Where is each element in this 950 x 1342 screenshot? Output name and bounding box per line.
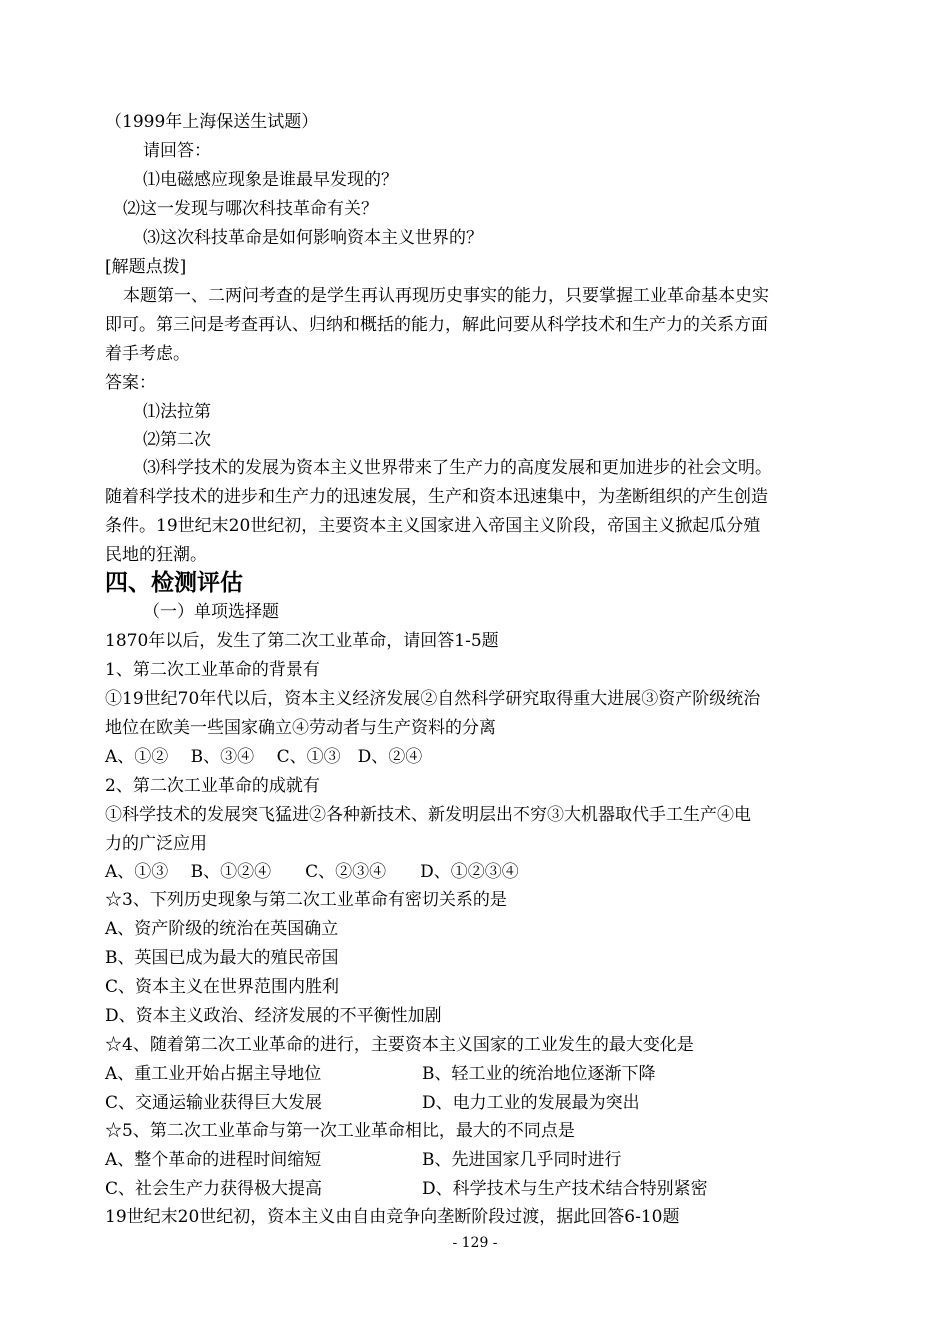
answer-3-line: 民地的狂潮。 (105, 545, 207, 565)
q3-stem: ☆3、下列历史现象与第二次工业革命有密切关系的是 (105, 890, 507, 910)
q5-option-b: B、先进国家几乎同时进行 (422, 1150, 622, 1170)
q1-body: 地位在欧美一些国家确立④劳动者与生产资料的分离 (105, 718, 496, 738)
q3-option-b: B、英国已成为最大的殖民帝国 (105, 948, 339, 968)
q4-option-a: A、重工业开始占据主导地位 (105, 1064, 322, 1084)
q4-stem: ☆4、随着第二次工业革命的进行，主要资本主义国家的工业发生的最大变化是 (105, 1035, 694, 1055)
q5-options-row (105, 1149, 622, 1171)
hint-line: 着手考虑。 (105, 344, 190, 364)
hint-heading: [解题点拨] (105, 257, 187, 277)
q4-option-d: D、电力工业的发展最为突出 (422, 1093, 640, 1113)
q2-body: 力的广泛应用 (105, 834, 207, 854)
q3-option-a: A、资产阶级的统治在英国确立 (105, 919, 339, 939)
q5-option-a: A、整个革命的进程时间缩短 (105, 1150, 322, 1170)
q2-options: A、①③ B、①②④ C、②③④ D、①②③④ (105, 862, 519, 882)
answer-3-line: 条件。19世纪末20世纪初，主要资本主义国家进入帝国主义阶段，帝国主义掀起瓜分殖 (105, 516, 761, 536)
question-3: ⑶这次科技革命是如何影响资本主义世界的？ (143, 228, 483, 248)
question-1: ⑴电磁感应现象是谁最早发现的？ (143, 170, 398, 190)
hint-line: 即可。第三问是考查再认、归纳和概括的能力，解此问要从科学技术和生产力的关系方面 (105, 315, 768, 335)
q2-stem: 2、第二次工业革命的成就有 (105, 776, 320, 796)
q4-options-row (105, 1063, 656, 1085)
q3-option-c: C、资本主义在世界范围内胜利 (105, 977, 340, 997)
prompt-line: 请回答： (143, 141, 211, 161)
q4-options-row (105, 1092, 640, 1114)
group-intro: 1870年以后，发生了第二次工业革命，请回答1-5题 (105, 631, 499, 651)
subsection-title: （一）单项选择题 (143, 602, 279, 622)
answer-heading: 答案： (105, 373, 156, 393)
page-number: - 129 - (452, 1235, 498, 1251)
answer-2: ⑵第二次 (143, 430, 211, 450)
q1-options: A、①② B、③④ C、①③ D、②④ (105, 747, 423, 767)
q1-body: ①19世纪70年代以后，资本主义经济发展②自然科学研究取得重大进展③资产阶级统治 (105, 689, 761, 709)
q5-options-row (105, 1178, 708, 1200)
q5-stem: ☆5、第二次工业革命与第一次工业革命相比，最大的不同点是 (105, 1121, 575, 1141)
answer-1: ⑴法拉第 (143, 402, 211, 422)
group-intro: 19世纪末20世纪初，资本主义由自由竞争向垄断阶段过渡，据此回答6-10题 (105, 1207, 680, 1227)
section-title: 四、检测评估 (105, 570, 243, 596)
question-2: ⑵这一发现与哪次科技革命有关？ (123, 199, 378, 219)
q3-option-d: D、资本主义政治、经济发展的不平衡性加剧 (105, 1006, 442, 1026)
q1-stem: 1、第二次工业革命的背景有 (105, 660, 320, 680)
q5-option-d: D、科学技术与生产技术结合特别紧密 (422, 1179, 708, 1199)
q2-body: ①科学技术的发展突飞猛进②各种新技术、新发明层出不穷③大机器取代手工生产④电 (105, 805, 751, 825)
q4-option-b: B、轻工业的统治地位逐渐下降 (422, 1064, 656, 1084)
hint-line: 本题第一、二两问考查的是学生再认再现历史事实的能力，只要掌握工业革命基本史实 (123, 286, 769, 306)
answer-3-line: 随着科学技术的进步和生产力的迅速发展，生产和资本迅速集中，为垄断组织的产生创造 (105, 487, 768, 507)
answer-3: ⑶科学技术的发展为资本主义世界带来了生产力的高度发展和更加进步的社会文明。 (143, 458, 772, 478)
q4-option-c: C、交通运输业获得巨大发展 (105, 1093, 323, 1113)
source-line: （1999年上海保送生试题） (105, 112, 319, 132)
q5-option-c: C、社会生产力获得极大提高 (105, 1179, 323, 1199)
